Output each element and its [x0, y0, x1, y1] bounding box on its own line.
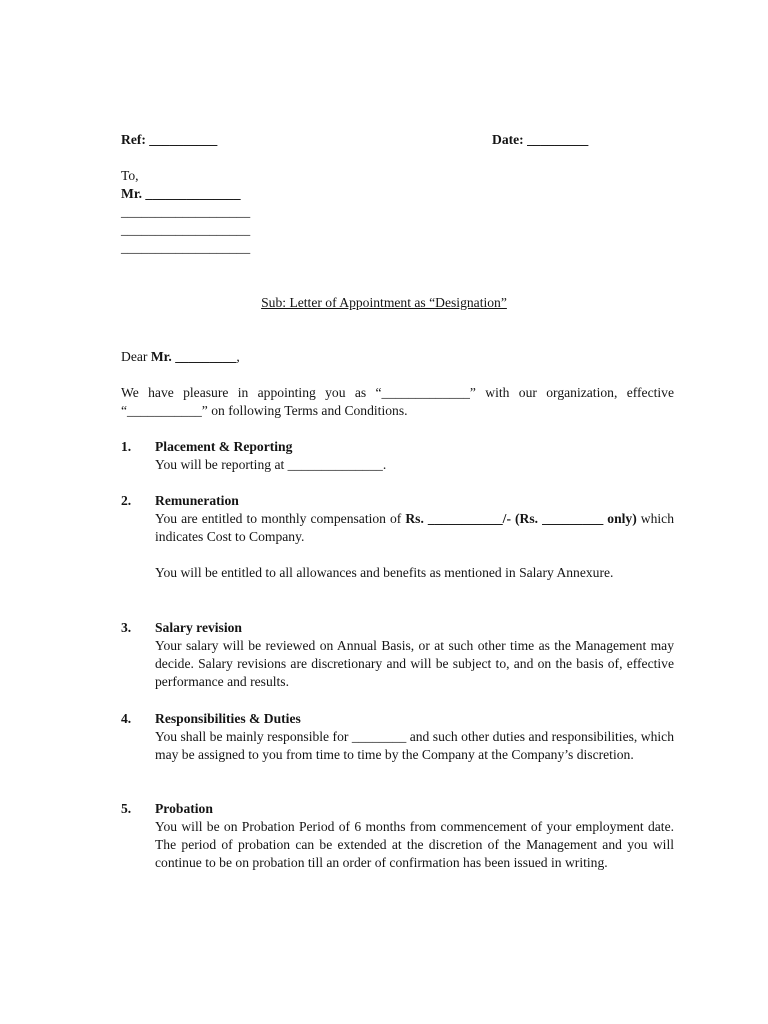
compensation-text-pre: You are entitled to monthly compensation of: [155, 511, 406, 526]
section-salary-revision: [121, 619, 674, 691]
salutation-suffix: ,: [236, 349, 240, 364]
section-remuneration: [121, 492, 674, 582]
section-title: Probation: [155, 801, 213, 816]
section-text: You shall be mainly responsible for ________ and such other duties and responsibilities, which may be assigned to you from time to time by the Company at the Company’s discretion.: [155, 729, 674, 762]
section-number: 4.: [121, 711, 132, 726]
section-responsibilities: [121, 710, 674, 764]
section-text: You will be reporting at ______________.: [155, 457, 387, 472]
section-text: You will be on Probation Period of 6 months from commencement of your employment date. The period of probation can be extended at the discretion of the Management and you will continue to be on probation till an order of confirmation has been issued in writing.: [155, 819, 674, 870]
salutation-name: Mr. _________: [150, 349, 237, 364]
salutation-prefix: Dear: [121, 349, 151, 364]
section-title: Remuneration: [155, 493, 239, 508]
recipient-name: Mr. ______________: [121, 186, 241, 201]
date-field: Date: _________: [492, 132, 589, 147]
section-number: 5.: [121, 801, 132, 816]
section-number: 2.: [121, 493, 132, 508]
compensation-amount: Rs. ___________/- (Rs. _________ only): [405, 511, 637, 526]
ref-field: Ref: __________: [121, 132, 218, 147]
section-number: 1.: [121, 439, 132, 454]
section-text: [155, 510, 674, 546]
intro-paragraph: We have pleasure in appointing you as “_____________” with our organization, effective “___________” on following Terms and Conditions.: [121, 385, 674, 418]
compensation-text-post: which indicates Cost to Company.: [155, 511, 674, 544]
section-number: 3.: [121, 620, 132, 635]
address-line: ___________________: [121, 204, 251, 219]
salutation: [121, 348, 240, 366]
to-label: To,: [121, 168, 139, 183]
section-text: Your salary will be reviewed on Annual Basis, or at such other time as the Management may decide. Salary revisions are discretionary and will be subject to, and on the basis of, effective performance and results.: [155, 638, 674, 689]
section-title: Salary revision: [155, 620, 242, 635]
address-line: ___________________: [121, 222, 251, 237]
subject-line: Sub: Letter of Appointment as “Designation”: [261, 295, 507, 310]
section-title: Placement & Reporting: [155, 439, 293, 454]
address-line: ___________________: [121, 240, 251, 255]
allowances-text: You will be entitled to all allowances and benefits as mentioned in Salary Annexure.: [155, 565, 614, 580]
section-probation: [121, 800, 674, 872]
section-placement: [121, 438, 674, 474]
section-title: Responsibilities & Duties: [155, 711, 301, 726]
